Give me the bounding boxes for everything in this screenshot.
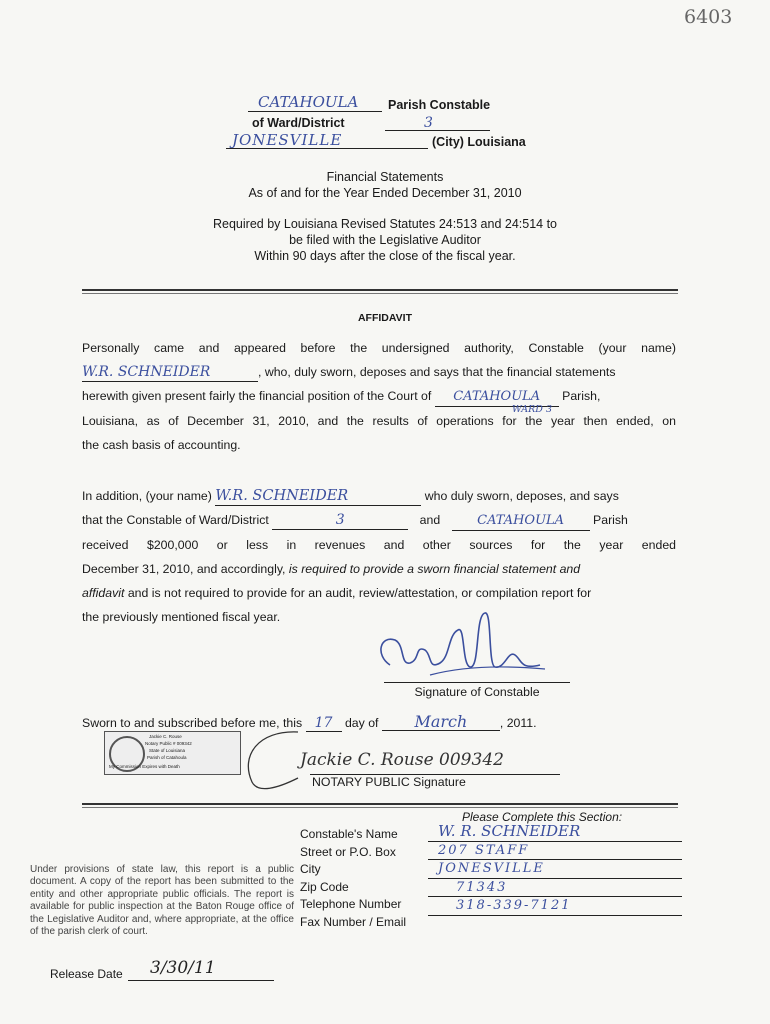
requirement-line3: Within 90 days after the close of the fiscal year. [254, 249, 516, 263]
parish-handwritten: CATAHOULA [258, 93, 359, 111]
value-street: 207 STAFF [428, 842, 682, 861]
affidavit-p2-line3: received $200,000 or less in revenues and other sources for the year ended [82, 538, 676, 552]
affidavit-p1-line5: the cash basis of accounting. [82, 438, 241, 452]
affidavit-p2-line4-italic: is required to provide a sworn financial statement and [288, 562, 581, 576]
label-city: City [300, 862, 321, 876]
notary-stamp-line-4: Parish of Catahoula [147, 755, 187, 760]
affidavit-p2-line2 [82, 508, 676, 533]
requirement-line2: be filed with the Legislative Auditor [289, 233, 481, 247]
constable-name-handwritten: W.R. SCHNEIDER [82, 363, 258, 382]
ward-handwritten: 3 [424, 115, 433, 131]
title-line2: As of and for the Year Ended December 31, 2010 [248, 186, 522, 200]
affidavit-p1-line2-text: , who, duly sworn, deposes and says that the financial statements [258, 365, 616, 379]
affidavit-p1-line2 [82, 360, 676, 385]
ward-2-handwritten: 3 [272, 511, 408, 530]
parish-line [248, 111, 382, 112]
contact-values [428, 823, 682, 933]
affidavit-p2-line5-italic: affidavit [82, 586, 125, 600]
value-city: JONESVILLE [428, 860, 682, 879]
sworn-day-handwritten: 17 [306, 715, 342, 732]
divider-bottom [82, 803, 678, 805]
release-date-line [128, 980, 274, 981]
affidavit-p2-line4 [82, 557, 676, 582]
ward-label: of Ward/District [252, 116, 345, 130]
value-fax-email [428, 916, 682, 934]
notary-signature-handwritten: Jackie C. Rouse 009342 [300, 750, 504, 770]
label-zip: Zip Code [300, 879, 349, 894]
notary-label: NOTARY PUBLIC Signature [312, 775, 466, 789]
title-line1: Financial Statements [326, 170, 444, 184]
affidavit-p2-line1-end: who duly sworn, deposes, and says [424, 489, 619, 503]
ward-line [385, 130, 490, 131]
sworn-day-of: day of [344, 716, 379, 730]
affidavit-p1-line3-end: Parish, [562, 389, 601, 403]
constable-signature [370, 605, 570, 685]
affidavit-heading: AFFIDAVIT [357, 312, 413, 324]
affidavit-p1-line3-text: herewith given present fairly the financial position of the Court of [82, 389, 432, 403]
value-zip: 71343 [428, 879, 682, 898]
affidavit-p2-line2-text: that the Constable of Ward/District [82, 513, 269, 527]
affidavit-p2-line6: the previously mentioned fiscal year. [82, 610, 281, 624]
divider-bottom-thin [82, 807, 678, 808]
sworn-year: , 2011. [499, 716, 537, 730]
divider-top-thin [82, 293, 678, 294]
sworn-text: Sworn to and subscribed before me, this [82, 716, 303, 730]
contact-labels [300, 826, 406, 931]
release-date-value: 3/30/11 [150, 958, 216, 978]
affidavit-p2-line2-and: and [419, 513, 441, 527]
affidavit-p2-line1 [82, 484, 676, 509]
affidavit-p2-line4-text: December 31, 2010, and accordingly, [82, 562, 286, 576]
ward-note-handwritten: WARD 3 [512, 404, 552, 415]
parish-label: Parish Constable [388, 98, 491, 112]
affidavit-p2-line2-end: Parish [593, 513, 628, 527]
label-telephone: Telephone Number [300, 897, 402, 911]
label-street: Street or P.O. Box [300, 844, 396, 859]
value-telephone: 318-339-7121 [428, 897, 682, 916]
sworn-month-handwritten: March [382, 714, 500, 731]
affidavit-p1-line1: Personally came and appeared before the undersigned authority, Constable (your name) [82, 341, 676, 355]
notary-stamp-line-1: Jackie C. Rouse [149, 734, 182, 739]
value-constable-name: W. R. SCHNEIDER [428, 823, 682, 842]
affidavit-p1-line3 [82, 384, 676, 409]
court-parish-handwritten: CATAHOULA [435, 388, 559, 407]
affidavit-p2-line5 [82, 581, 676, 606]
notary-stamp-line-2: Notary Public # 009342 [145, 741, 192, 746]
affidavit-p2-line5-text: and is not required to provide for an audit, review/attestation, or compilation report for [127, 586, 592, 600]
release-date-label: Release Date [50, 967, 123, 981]
public-document-notice: Under provisions of state law, this report is a public document. A copy of the report has been submitted to the entity and other appropriate public officials. The report is available for public inspection at the Baton Rouge office of the Legislative Auditor and, where appropriate, at the office of the parish clerk of court. [30, 864, 294, 938]
city-handwritten: JONESVILLE [232, 131, 343, 149]
notary-stamp-line-5: My Commission Expires with Death [109, 764, 180, 769]
constable-signature-line [384, 682, 570, 683]
please-complete: Please Complete this Section: [462, 810, 623, 824]
label-fax-email: Fax Number / Email [300, 914, 407, 929]
notary-stamp [104, 731, 241, 775]
constable-signature-label: Signature of Constable [414, 685, 540, 699]
city-line [226, 148, 428, 149]
divider-top [82, 289, 678, 291]
label-constable-name: Constable's Name [300, 827, 398, 841]
parish-2-handwritten: CATAHOULA [452, 512, 590, 531]
notary-stamp-line-3: State of Louisiana [149, 748, 186, 753]
requirement-line1: Required by Louisiana Revised Statutes 24:513 and 24:514 to [213, 217, 557, 231]
constable-name-2-handwritten: W.R. SCHNEIDER [215, 487, 421, 506]
affidavit-p1-line4: Louisiana, as of December 31, 2010, and the results of operations for the year then ended, on [82, 414, 676, 428]
city-label: (City) Louisiana [432, 135, 526, 149]
affidavit-p2-line1-text: In addition, (your name) [82, 489, 212, 503]
corner-note: 6403 [684, 6, 733, 28]
